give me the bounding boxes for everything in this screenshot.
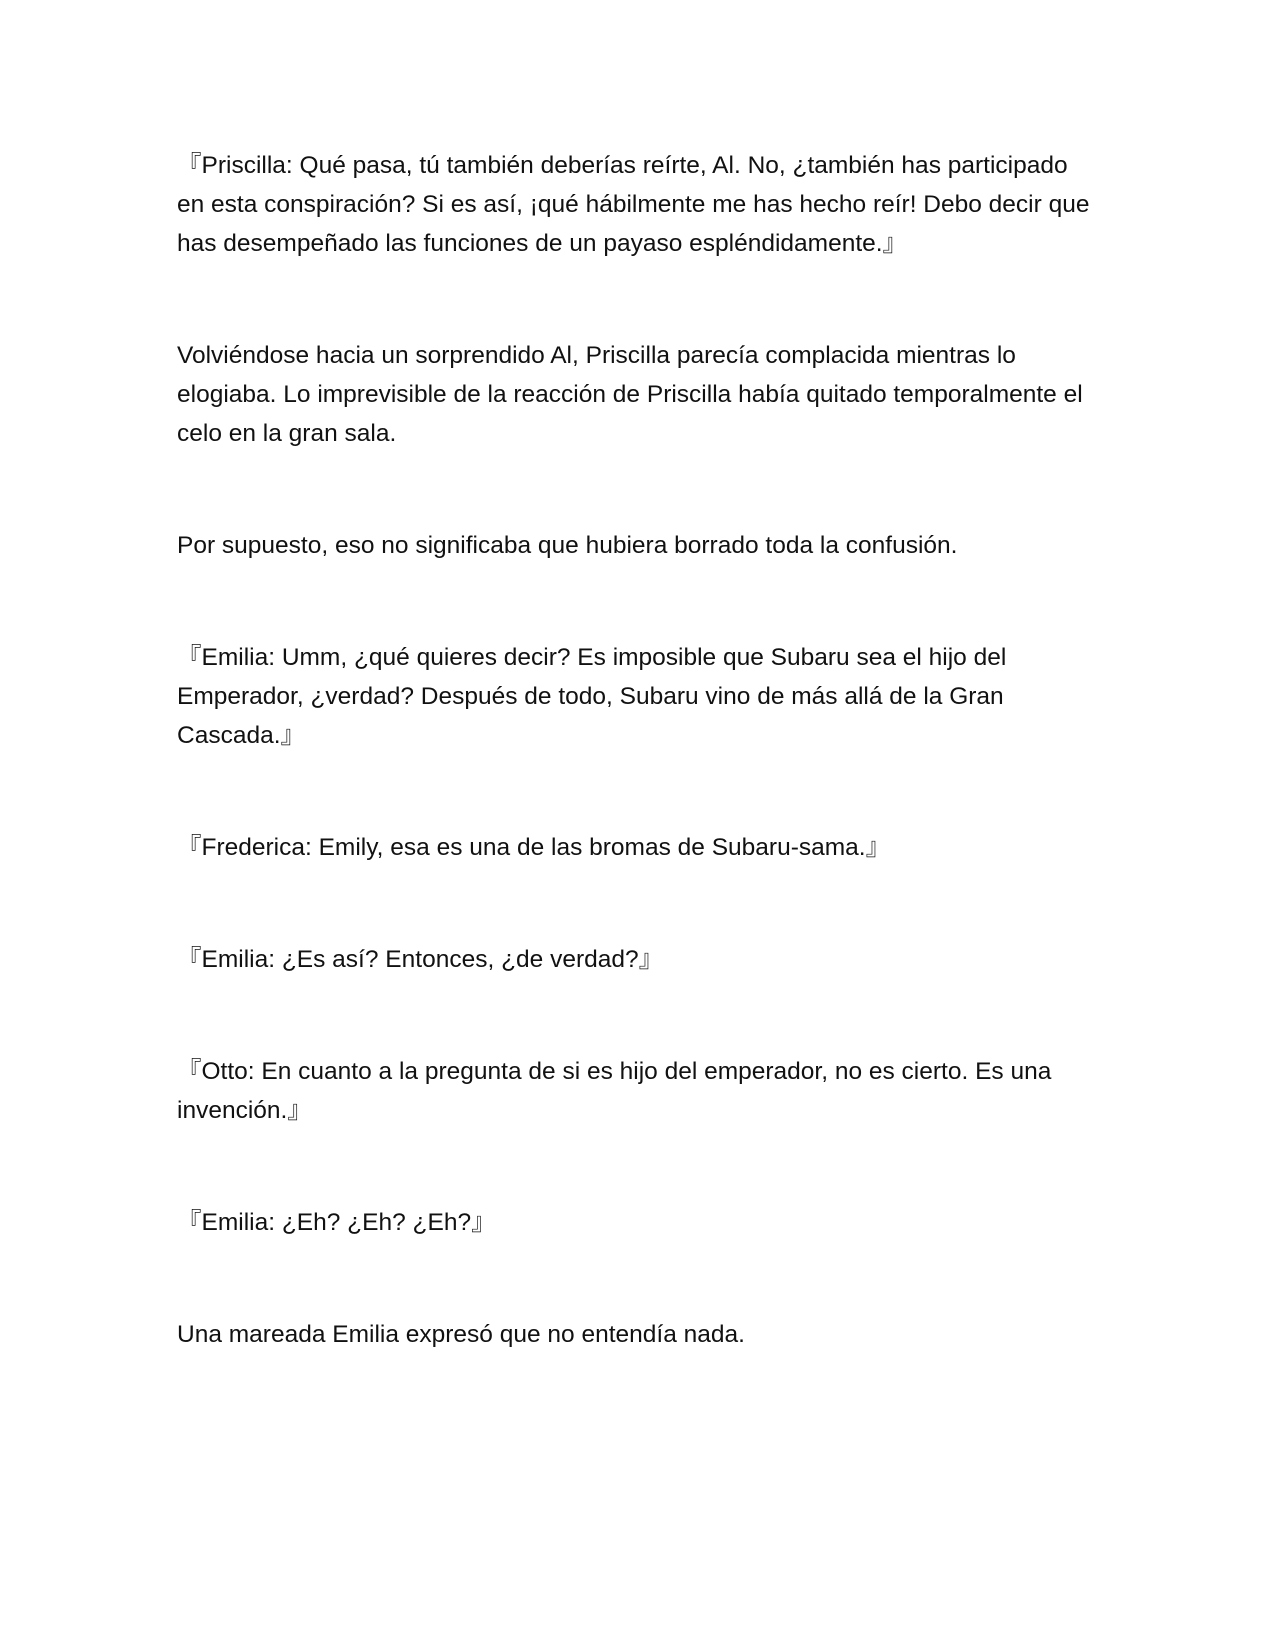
document-body bbox=[177, 146, 1097, 1354]
dialogue-emilia: 『Emilia: ¿Es así? Entonces, ¿de verdad?』 bbox=[177, 946, 664, 973]
dialogue-frederica: 『Frederica: Emily, esa es una de las bromas de Subaru-sama.』 bbox=[177, 834, 891, 861]
paragraph-gap bbox=[177, 453, 1097, 526]
dialogue-otto: 『Otto: En cuanto a la pregunta de si es hijo del emperador, no es cierto. Es una invención.』 bbox=[177, 1058, 1052, 1124]
paragraph-gap bbox=[177, 979, 1097, 1052]
paragraph-gap bbox=[177, 755, 1097, 828]
dialogue-priscilla: 『Priscilla: Qué pasa, tú también deberías reírte, Al. No, ¿también has participado en esta conspiración? Si es así, ¡qué hábilmente me has hecho reír! Debo decir que has desempeñado las funciones de un payaso espléndidamente.』 bbox=[177, 152, 1090, 257]
dialogue-emilia: 『Emilia: ¿Eh? ¿Eh? ¿Eh?』 bbox=[177, 1209, 496, 1236]
paragraph-gap bbox=[177, 867, 1097, 940]
dialogue-emilia: 『Emilia: Umm, ¿qué quieres decir? Es imposible que Subaru sea el hijo del Emperador, ¿verdad? Después de todo, Subaru vino de más allá de la Gran Cascada.』 bbox=[177, 644, 1007, 749]
narration-paragraph: Volviéndose hacia un sorprendido Al, Priscilla parecía complacida mientras lo elogiaba. Lo imprevisible de la reacción de Priscilla había quitado temporalmente el celo en la gran sala. bbox=[177, 342, 1083, 447]
narration-paragraph: Una mareada Emilia expresó que no entendía nada. bbox=[177, 1321, 745, 1348]
paragraph-gap bbox=[177, 263, 1097, 336]
narration-paragraph: Por supuesto, eso no significaba que hubiera borrado toda la confusión. bbox=[177, 532, 958, 559]
paragraph-gap bbox=[177, 565, 1097, 638]
paragraph-gap bbox=[177, 1130, 1097, 1203]
paragraph-gap bbox=[177, 1242, 1097, 1315]
